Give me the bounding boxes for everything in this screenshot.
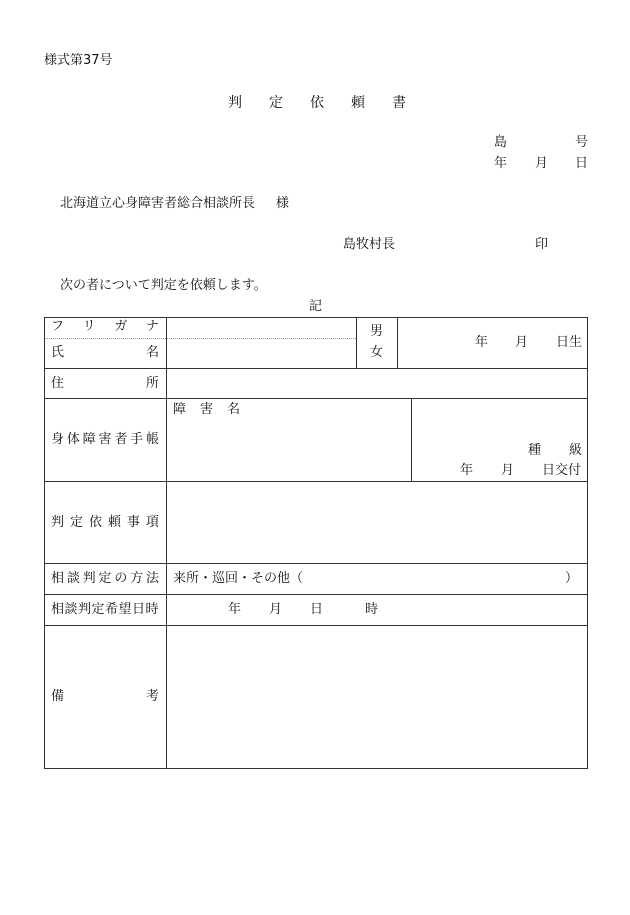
sex-option-female[interactable]: 女 xyxy=(370,345,384,360)
birth-month: 月 xyxy=(515,335,529,350)
row-divider xyxy=(45,594,587,595)
request-items-char: 判 xyxy=(51,515,65,530)
furigana-label xyxy=(51,320,159,333)
name-label xyxy=(51,346,159,359)
doc-number-prefix: 島 xyxy=(494,135,508,150)
disability-name-label xyxy=(173,403,240,416)
birth-year: 年 xyxy=(475,335,489,350)
page-title xyxy=(228,96,406,110)
remarks-char: 考 xyxy=(145,689,159,704)
method-char: 方 xyxy=(130,571,144,586)
request-items-char: 定 xyxy=(69,515,83,530)
handbook-char: 者 xyxy=(114,432,128,447)
preferred-hour: 時 xyxy=(365,602,379,617)
honorific: 様 xyxy=(276,196,290,211)
issued-month: 月 xyxy=(501,463,515,478)
name-char: 名 xyxy=(145,345,159,360)
request-items-char: 依 xyxy=(88,515,102,530)
doc-date-day: 日 xyxy=(575,156,589,171)
doc-number-suffix: 号 xyxy=(575,135,589,150)
addressee: 北海道立心身障害者総合相談所長 xyxy=(60,196,256,211)
intro-text: 次の者について判定を依頼します。 xyxy=(60,278,267,293)
title-char: 書 xyxy=(392,95,406,111)
birth-day: 日生 xyxy=(556,335,583,350)
doc-date-year: 年 xyxy=(494,156,508,171)
address-char: 住 xyxy=(51,376,65,391)
furigana-char: リ xyxy=(82,319,96,334)
sex-column-right xyxy=(397,318,398,368)
handbook-char: 帳 xyxy=(145,432,159,447)
row-divider xyxy=(45,398,587,399)
method-char: の xyxy=(114,571,128,586)
remarks-char: 備 xyxy=(51,689,65,704)
method-options[interactable]: 来所・巡回・その他（ xyxy=(173,571,304,586)
address-field[interactable] xyxy=(167,369,587,398)
handbook-char: 身 xyxy=(51,432,65,447)
sex-option-male[interactable]: 男 xyxy=(370,324,384,339)
address-label xyxy=(51,377,159,390)
method-char: 定 xyxy=(98,571,112,586)
furigana-divider xyxy=(45,338,356,339)
preferred-date-label: 相談判定希望日時 xyxy=(51,602,160,617)
row-divider xyxy=(45,563,587,564)
handbook-char: 体 xyxy=(66,432,80,447)
remarks-field[interactable] xyxy=(167,626,587,768)
form-number: 様式第37号 xyxy=(44,53,113,68)
disability-name-field[interactable] xyxy=(167,420,410,480)
sex-column-left xyxy=(356,318,357,368)
request-items-field[interactable] xyxy=(167,482,587,563)
seal-mark: 印 xyxy=(535,237,549,252)
handbook-label xyxy=(51,433,159,446)
issued-year: 年 xyxy=(460,463,474,478)
sender: 島牧村長 xyxy=(343,237,396,252)
title-char: 依 xyxy=(310,95,324,111)
request-items-char: 頼 xyxy=(107,515,121,530)
handbook-char: 害 xyxy=(98,432,112,447)
request-items-char: 事 xyxy=(126,515,140,530)
method-close-paren: ） xyxy=(565,571,579,586)
address-char: 所 xyxy=(145,376,159,391)
remarks-label xyxy=(51,690,159,703)
furigana-char: ナ xyxy=(145,319,159,334)
disability-name-char: 名 xyxy=(226,402,240,417)
handbook-char: 手 xyxy=(130,432,144,447)
disability-name-char: 障 xyxy=(173,402,187,417)
title-char: 定 xyxy=(269,95,283,111)
grade-type: 種 xyxy=(528,443,542,458)
disability-name-char: 害 xyxy=(199,402,213,417)
request-items-char: 項 xyxy=(145,515,159,530)
ki-label: 記 xyxy=(309,299,323,314)
furigana-field[interactable] xyxy=(167,319,355,337)
furigana-char: ガ xyxy=(114,319,128,334)
method-char: 談 xyxy=(66,571,80,586)
preferred-day: 日 xyxy=(310,602,324,617)
preferred-year: 年 xyxy=(228,602,242,617)
name-field[interactable] xyxy=(167,340,355,367)
issued-day: 日交付 xyxy=(542,463,582,478)
method-label xyxy=(51,572,159,585)
request-items-label xyxy=(51,516,159,529)
method-char: 判 xyxy=(82,571,96,586)
preferred-month: 月 xyxy=(269,602,283,617)
handbook-char: 障 xyxy=(82,432,96,447)
doc-date-month: 月 xyxy=(535,156,549,171)
method-char: 相 xyxy=(51,571,65,586)
method-char: 法 xyxy=(145,571,159,586)
handbook-column-divider xyxy=(411,399,412,481)
name-char: 氏 xyxy=(51,345,65,360)
title-char: 頼 xyxy=(351,95,365,111)
title-char: 判 xyxy=(228,95,242,111)
grade-level: 級 xyxy=(569,443,583,458)
furigana-char: フ xyxy=(51,319,65,334)
